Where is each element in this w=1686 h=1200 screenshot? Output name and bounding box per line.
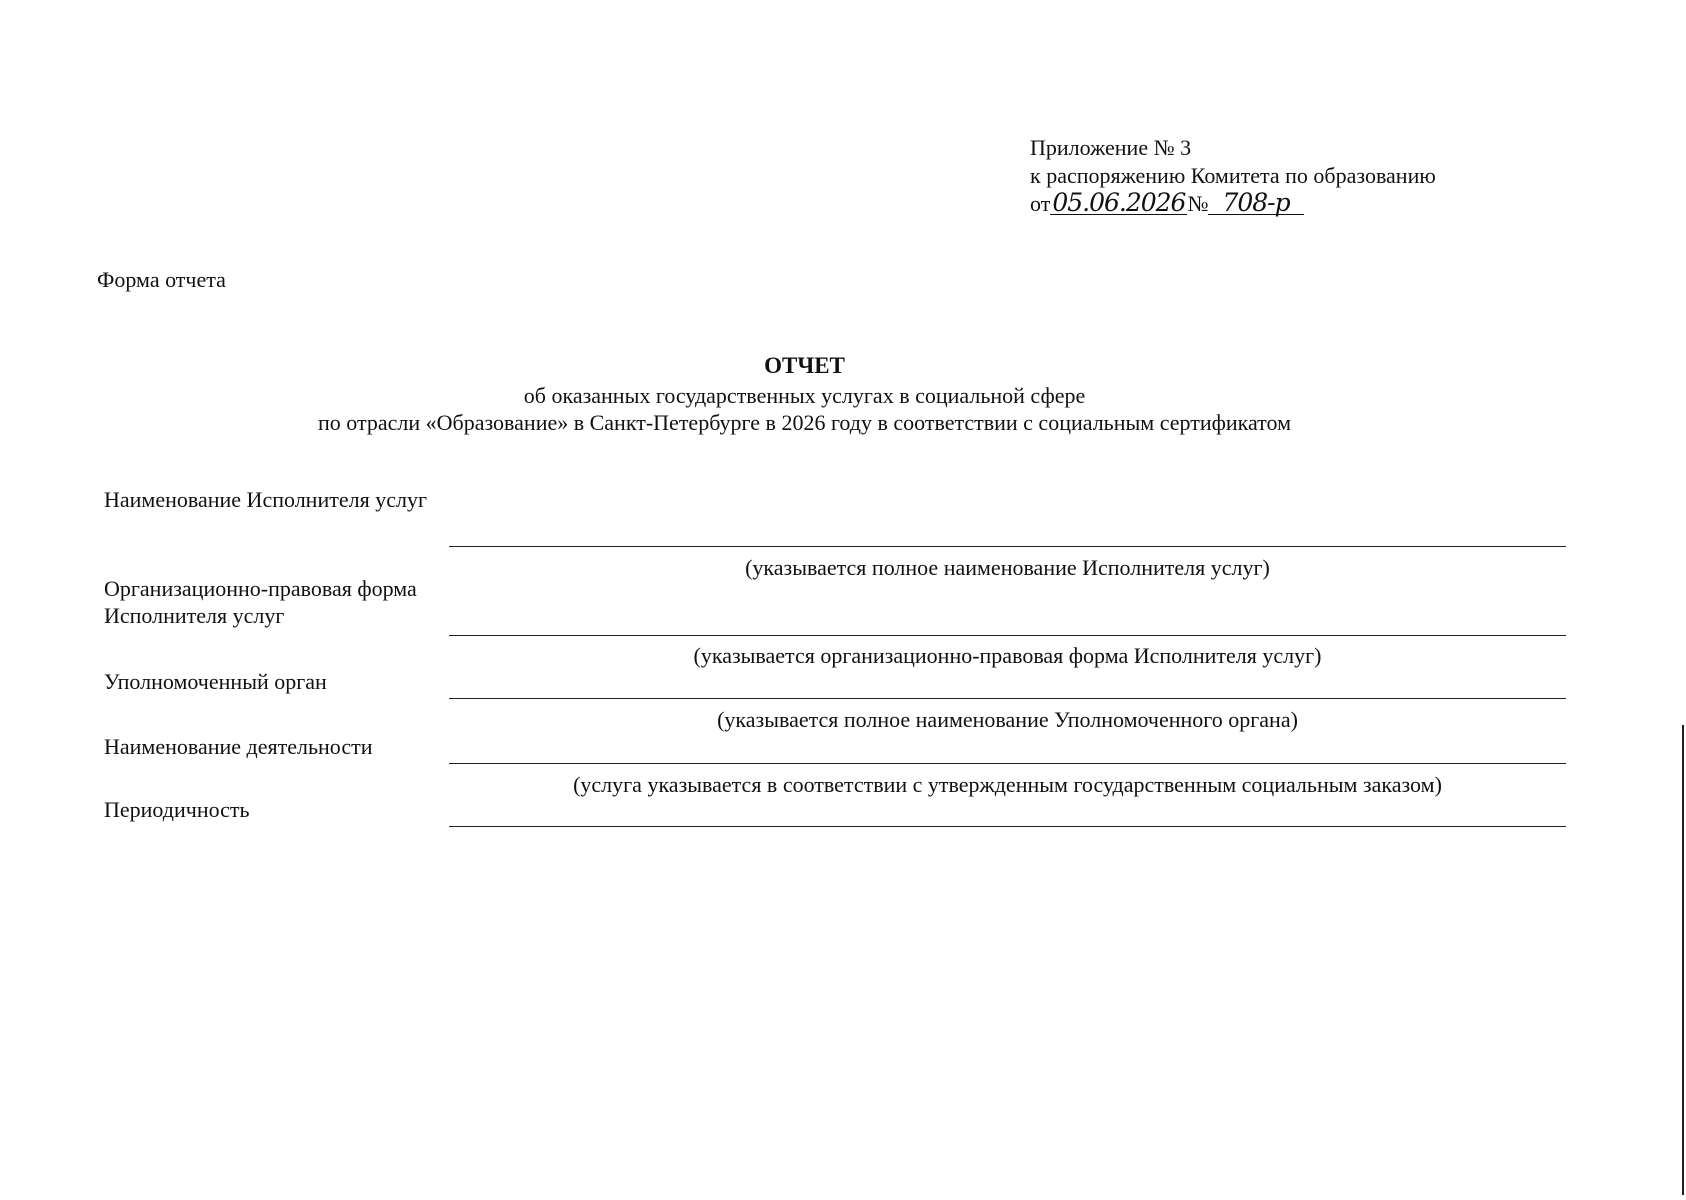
field-label-periodicity: Периодичность bbox=[104, 797, 250, 822]
scan-edge-line bbox=[1682, 725, 1684, 1195]
field-line-provider-name[interactable] bbox=[449, 546, 1566, 547]
annex-from-prefix: от bbox=[1030, 191, 1051, 216]
handwritten-date: 05.06.2026 bbox=[1052, 188, 1186, 217]
handwritten-order-number: 708-р bbox=[1208, 192, 1303, 215]
field-line-legal-form[interactable] bbox=[449, 635, 1566, 636]
field-line-activity-name[interactable] bbox=[449, 763, 1566, 764]
report-subtitle-2: по отрасли «Образование» в Санкт-Петербурге в 2026 году в соответствии с социальным сертификатом bbox=[318, 410, 1291, 435]
form-label: Форма отчета bbox=[97, 267, 226, 292]
field-label-provider-name: Наименование Исполнителя услуг bbox=[104, 487, 427, 512]
annex-number: Приложение № 3 bbox=[1030, 135, 1192, 160]
field-line-authorized-body[interactable] bbox=[449, 698, 1566, 699]
field-label-authorized-body: Уполномоченный орган bbox=[104, 669, 327, 694]
number-sign: № bbox=[1187, 191, 1209, 216]
field-hint-activity-name: (услуга указывается в соответствии с утвержденным государственным социальным заказом) bbox=[573, 772, 1442, 797]
report-title: ОТЧЕТ bbox=[764, 353, 845, 378]
report-subtitle-1: об оказанных государственных услугах в социальной сфере bbox=[523, 383, 1086, 408]
field-label-activity-name: Наименование деятельности bbox=[104, 734, 373, 759]
field-line-periodicity[interactable] bbox=[449, 826, 1566, 827]
annex-block bbox=[1030, 134, 1436, 218]
annex-date-line bbox=[1030, 190, 1436, 218]
field-hint-authorized-body: (указывается полное наименование Уполномоченного органа) bbox=[717, 707, 1298, 732]
field-hint-legal-form: (указывается организационно-правовая форма Исполнителя услуг) bbox=[693, 643, 1322, 668]
annex-order-reference: к распоряжению Комитета по образованию bbox=[1030, 163, 1436, 188]
field-label-legal-form: Организационно-правовая форма Исполнителя услуг bbox=[104, 576, 417, 628]
field-hint-provider-name: (указывается полное наименование Исполнителя услуг) bbox=[745, 555, 1270, 580]
